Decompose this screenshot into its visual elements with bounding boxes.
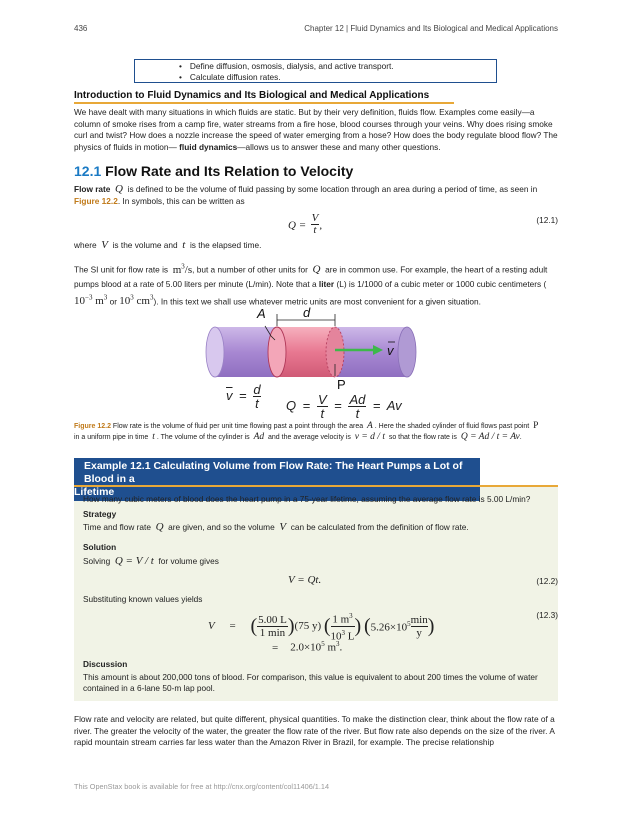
solution-heading: Solution [83, 542, 117, 552]
closing-paragraph: Flow rate and velocity are related, but quite different, physical quantities. To make the distinction clear, think about the flow rate of a river. The greater the velocity of the water, the greater the flow rate of the river. But flow rate also depends on the size of the river. A rapid mountain stream carries far less water than the Amazon River in Brazil, for example. The precise relationship [74, 714, 555, 747]
fluid-cylinder [268, 327, 344, 377]
figure-caption: Figure 12.2 Flow rate is the volume of fluid per unit time flowing past a point through the area A . Here the shaded cylinder of fluid flows past point P in a uniform pipe in time t . The volume of the cylinder is Ad and the average velocity is v = d / t so that the flow rate is Q = Ad / t = Av. [74, 421, 539, 442]
equation-label: (12.3) [536, 610, 558, 620]
where-line: where V is the volume and t is the elapsed time. [74, 239, 262, 251]
objective-item: • Calculate diffusion rates. [179, 72, 496, 83]
learning-objectives-box [134, 59, 497, 83]
equation-label: (12.1) [536, 215, 558, 225]
equation-12-1: Q = $\frac{V}{t}$ , [288, 212, 323, 236]
label-distance: d [303, 305, 311, 320]
equation-12-3: V = ( 5.00 L 1 min )(75 y) ( $\frac{1 m^3}{10^3 L}$ ) ($5.26\times 10^5$ min y ) [208, 612, 435, 643]
label-point: P [337, 377, 346, 392]
intro-paragraph: We have dealt with many situations in which fluids are static. But by their very definition, fluids flow. Examples come easily—a column of smoke rises from a camp fire, water streams from a fire hose, blood courses through your veins. Why does rising smoke curl and twist? How does a nozzle increase the speed of water emerging from a hose? How does the body regulate blood flow? The physics of fluids in motion— fluid dynamics—allows us to answer these and many other questions. [74, 107, 558, 152]
section-heading: 12.1 Flow Rate and Its Relation to Velocity [74, 163, 354, 179]
figure-12-2-link[interactable]: Figure 12.2 [74, 195, 118, 206]
average-velocity-formula: $\overline{v}$ = $\frac{d}{t}$ [226, 382, 261, 411]
substitution-line: Substituting known values yields [83, 594, 203, 604]
label-velocity: v [387, 343, 394, 358]
heading-underline [74, 102, 454, 104]
si-unit-paragraph: The SI unit for flow rate is $m^3/s$, but a number of other units for Q are in common use. For example, the heart of a resting adult pumps blood at a rate of 5.00 liters per minute (L/min). Note that a liter (L) is 1/1000 of a cubic meter or 1000 cubic centimeters ( $10^{-3}$ $m^3$ or $10^3$ $cm^3$). In this text we shall use whatever metric units are most convenient for a given situation. [74, 262, 548, 308]
label-area: A [257, 306, 266, 321]
solving-line: Solving Q = V / t for volume gives [83, 555, 219, 567]
example-title-underline [74, 485, 558, 487]
example-title: Example 12.1 Calculating Volume from Flow Rate: The Heart Pumps a Lot of Blood in a Lifetime [74, 458, 480, 501]
page-number: 436 [74, 24, 88, 33]
flow-rate-definition: Flow rate Q is defined to be the volume of fluid passing by some location through an area during a period of time, as seen in Figure 12.2. In symbols, this can be written as [74, 183, 538, 206]
equation-12-2: V = Qt. [288, 574, 322, 586]
flow-rate-formula: Q = $\frac{V}{t}$ = $\frac{Ad}{t}$ = Av [286, 392, 402, 421]
discussion-heading: Discussion [83, 659, 128, 669]
strategy-heading: Strategy [83, 509, 117, 519]
equation-12-3-result: = $2.0\times 10^5$ $m^3$. [272, 640, 343, 654]
example-question: How many cubic meters of blood does the heart pump in a 75-year lifetime, assuming the average flow rate is 5.00 L/min? [83, 494, 531, 504]
intro-heading: Introduction to Fluid Dynamics and Its Biological and Medical Applications [74, 90, 430, 101]
discussion-text: This amount is about 200,000 tons of blood. For comparison, this value is equivalent to about 200 times the volume of water contained in a 6-lane 50-m lap pool. [83, 672, 538, 693]
strategy-text: Time and flow rate Q are given, and so the volume V can be calculated from the definition of flow rate. [83, 521, 469, 533]
equation-label: (12.2) [536, 576, 558, 586]
running-header: Chapter 12 | Fluid Dynamics and Its Biological and Medical Applications [304, 24, 558, 33]
footer-note: This OpenStax book is available for free at http://cnx.org/content/col11406/1.14 [74, 782, 330, 791]
objective-item: • Define diffusion, osmosis, dialysis, and active transport. [179, 61, 496, 72]
